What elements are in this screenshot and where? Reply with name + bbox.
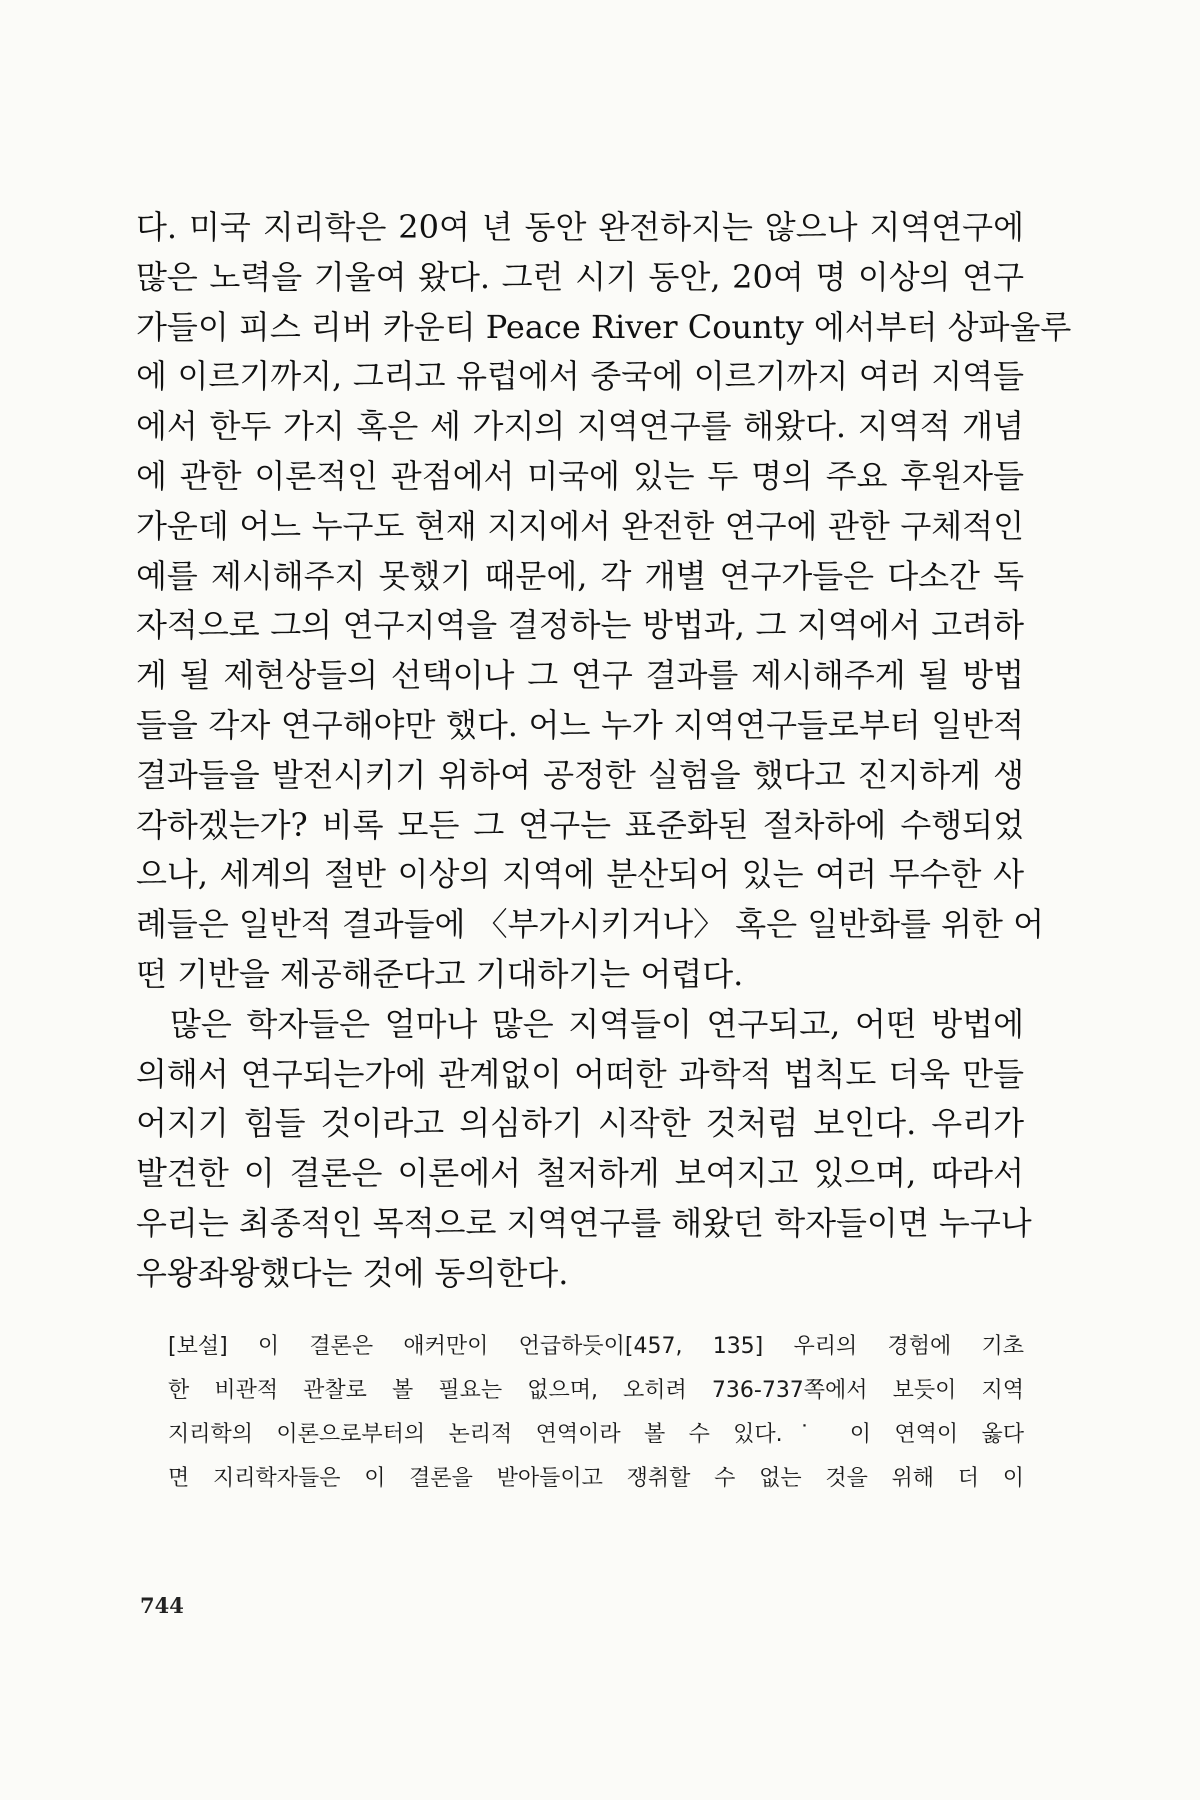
body-line: 우리는 최종적인 목적으로 지역연구를 해왔던 학자들이면 누구나 [136, 1203, 1032, 1242]
body-line: 들을 각자 연구해야만 했다. 어느 누가 지역연구들로부터 일반적 [136, 705, 1024, 744]
paragraph-first-line: 많은 학자들은 얼마나 많은 지역들이 연구되고, 어떤 방법에 [170, 1004, 1024, 1043]
body-line: 가들이 피스 리버 카운티 Peace River County 에서부터 상파울루 [136, 307, 1072, 346]
body-line: 자적으로 그의 연구지역을 결정하는 방법과, 그 지역에서 고려하 [136, 606, 1024, 645]
body-text [136, 203, 1072, 1299]
page-number: 744 [140, 1593, 184, 1618]
body-line: 의해서 연구되는가에 관계없이 어떠한 과학적 법칙도 더욱 만들 [136, 1054, 1024, 1093]
supplementary-note [168, 1325, 1024, 1501]
body-line: 에 이르기까지, 그리고 유럽에서 중국에 이르기까지 여러 지역들 [136, 357, 1024, 396]
body-line: 각하겠는가? 비록 모든 그 연구는 표준화된 절차하에 수행되었 [136, 805, 1024, 844]
body-line: 많은 노력을 기울여 왔다. 그런 시기 동안, 20여 명 이상의 연구 [136, 257, 1024, 296]
body-line: 게 될 제현상들의 선택이나 그 연구 결과를 제시해주게 될 방법 [136, 656, 1024, 695]
note-line: 지리학의 이론으로부터의 논리적 연역이라 볼 수 있다.˙ 이 연역이 옳다 [168, 1422, 1024, 1447]
note-line: 한 비관적 관찰로 볼 필요는 없으며, 오히려 736-737쪽에서 보듯이 지역 [168, 1378, 1024, 1403]
body-line: 다. 미국 지리학은 20여 년 동안 완전하지는 않으나 지역연구에 [136, 208, 1024, 246]
note-line: [보설] 이 결론은 애커만이 언급하듯이[457, 135] 우리의 경험에 기초 [168, 1334, 1024, 1359]
body-line: 발견한 이 결론은 이론에서 철저하게 보여지고 있으며, 따라서 [136, 1154, 1024, 1193]
body-line: 가운데 어느 누구도 현재 지지에서 완전한 연구에 관한 구체적인 [136, 506, 1024, 545]
body-line: 례들은 일반적 결과들에 〈부가시키거나〉 혹은 일반화를 위한 어 [136, 905, 1045, 944]
body-line: 예를 제시해주지 못했기 때문에, 각 개별 연구가들은 다소간 독 [136, 556, 1024, 595]
body-line: 에서 한두 가지 혹은 세 가지의 지역연구를 해왔다. 지역적 개념 [136, 407, 1024, 446]
body-line: 어지기 힘들 것이라고 의심하기 시작한 것처럼 보인다. 우리가 [136, 1104, 1024, 1143]
body-line: 결과들을 발전시키기 위하여 공정한 실험을 했다고 진지하게 생 [136, 755, 1024, 794]
body-line: 에 관한 이론적인 관점에서 미국에 있는 두 명의 주요 후원자들 [136, 456, 1024, 495]
note-line: 면 지리학자들은 이 결론을 받아들이고 쟁취할 수 없는 것을 위해 더 이 [168, 1466, 1024, 1491]
body-line: 우왕좌왕했다는 것에 동의한다. [136, 1253, 569, 1292]
body-line: 떤 기반을 제공해준다고 기대하기는 어렵다. [136, 954, 744, 993]
body-line: 으나, 세계의 절반 이상의 지역에 분산되어 있는 여러 무수한 사 [136, 855, 1024, 894]
